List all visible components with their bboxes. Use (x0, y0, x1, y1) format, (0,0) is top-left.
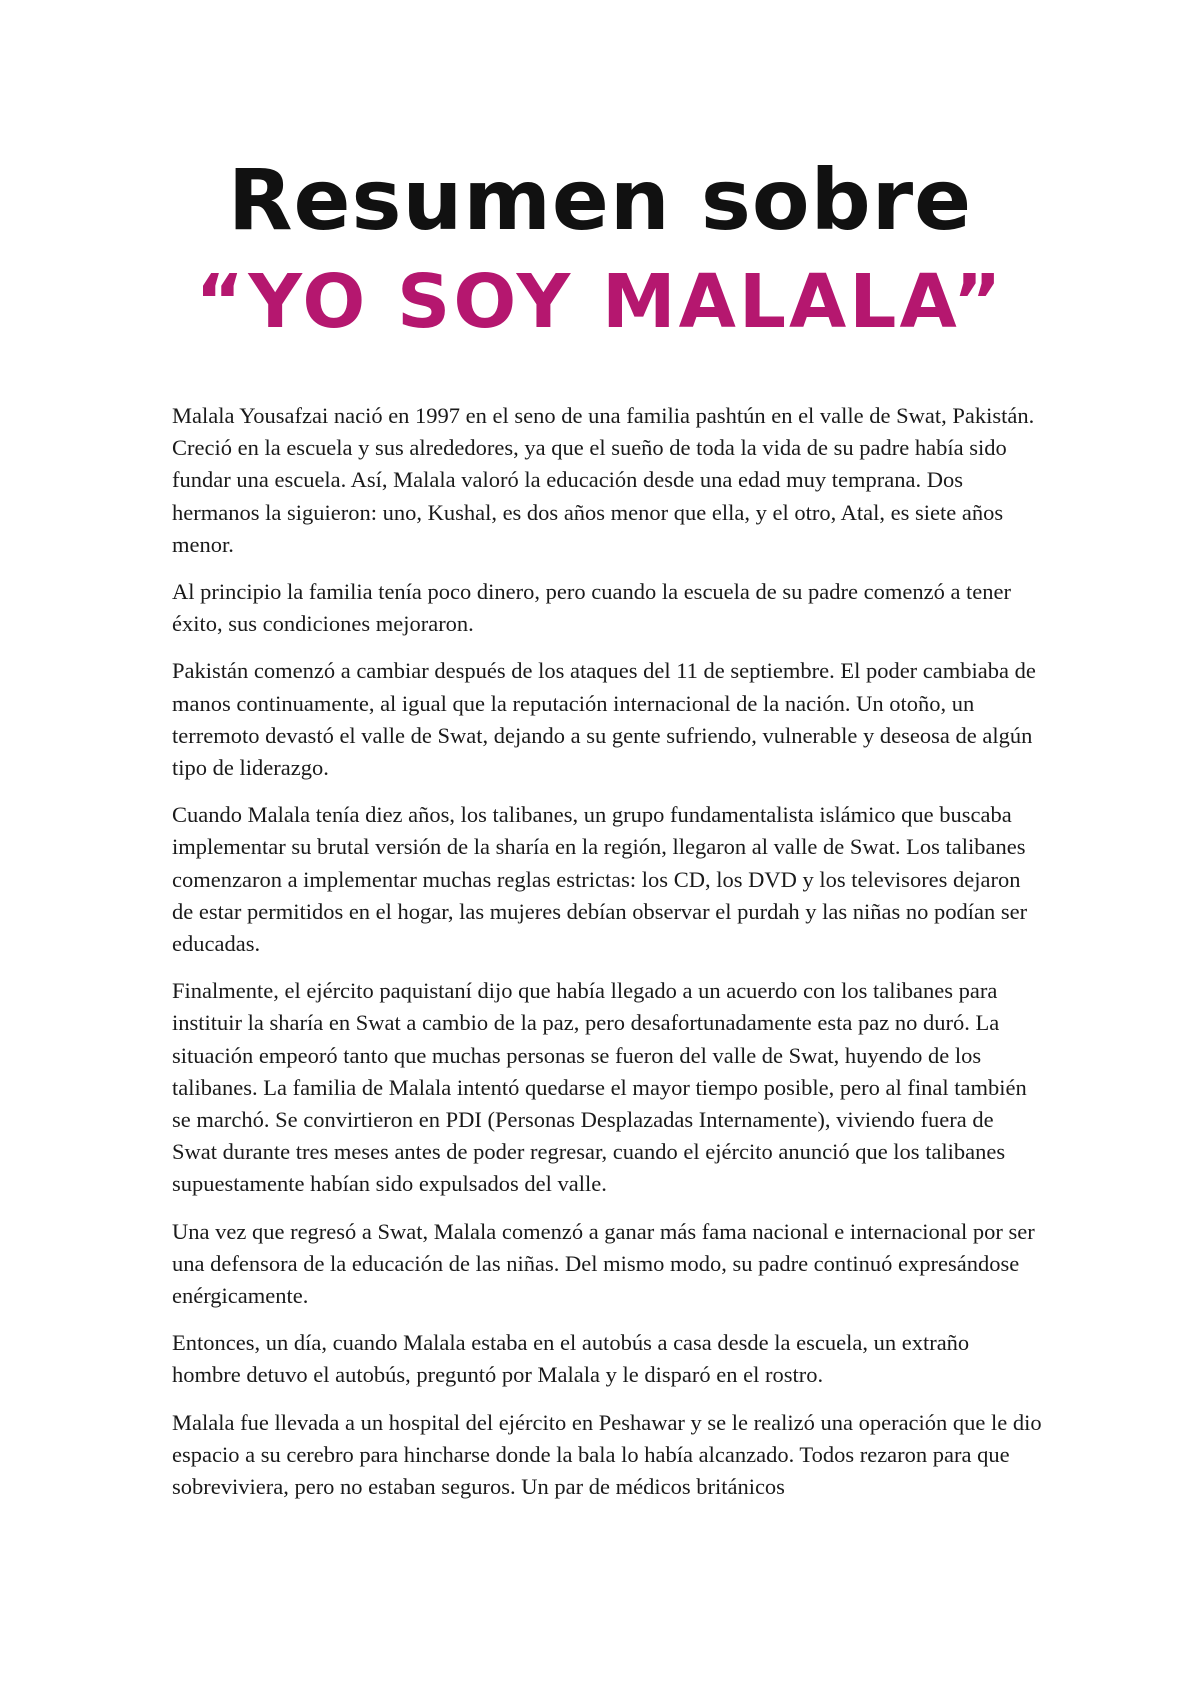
paragraph: Malala fue llevada a un hospital del ejército en Peshawar y se le realizó una operación que le dio espacio a su cerebro para hincharse donde la bala lo había alcanzado. Todos rezaron para que sobreviviera, pero no estaban seguros. Un par de médicos británicos (172, 1409, 1042, 1500)
paragraph: Entonces, un día, cuando Malala estaba en el autobús a casa desde la escuela, un extraño hombre detuvo el autobús, preguntó por Malala y le disparó en el rostro. (172, 1330, 970, 1388)
book-title: “YO SOY MALALA” (195, 259, 1005, 345)
paragraph: Al principio la familia tenía poco dinero, pero cuando la escuela de su padre comenzó a tener éxito, sus condiciones mejoraron. (172, 579, 1012, 637)
paragraph: Cuando Malala tenía diez años, los talibanes, un grupo fundamentalista islámico que buscaba implementar su brutal versión de la sharía en la región, llegaron al valle de Swat. Los talibanes comenzaron a implementar muchas reglas estrictas: los CD, los DVD y los televisores dejaron de estar permitidos en el hogar, las mujeres debían observar el purdah y las niñas no podían ser educadas. (172, 802, 1028, 957)
paragraph: Pakistán comenzó a cambiar después de los ataques del 11 de septiembre. El poder cambiaba de manos continuamente, al igual que la reputación internacional de la nación. Un otoño, un terremoto devastó el valle de Swat, dejando a su gente sufriendo, vulnerable y deseosa de algún tipo de liderazgo. (172, 658, 1036, 781)
page-title: Resumen sobre (227, 151, 973, 249)
body-text (172, 400, 1042, 1518)
paragraph: Una vez que regresó a Swat, Malala comenzó a ganar más fama nacional e internacional por ser una defensora de la educación de las niñas. Del mismo modo, su padre continuó expresándose enérgicamente. (172, 1218, 1035, 1309)
title-block (0, 150, 1200, 348)
paragraph: Finalmente, el ejército paquistaní dijo que había llegado a un acuerdo con los talibanes para instituir la sharía en Swat a cambio de la paz, pero desafortunadamente esta paz no duró. La situación empeoró tanto que muchas personas se fueron del valle de Swat, huyendo de los talibanes. La familia de Malala intentó quedarse el mayor tiempo posible, pero al final también se marchó. Se convirtieron en PDI (Personas Desplazadas Internamente), viviendo fuera de Swat durante tres meses antes de poder regresar, cuando el ejército anunció que los talibanes supuestamente habían sido expulsados del valle. (172, 978, 1027, 1197)
paragraph: Malala Yousafzai nació en 1997 en el seno de una familia pashtún en el valle de Swat, Pakistán. Creció en la escuela y sus alrededores, ya que el sueño de toda la vida de su padre había sido fundar una escuela. Así, Malala valoró la educación desde una edad muy temprana. Dos hermanos la siguieron: uno, Kushal, es dos años menor que ella, y el otro, Atal, es siete años menor. (172, 403, 1035, 557)
